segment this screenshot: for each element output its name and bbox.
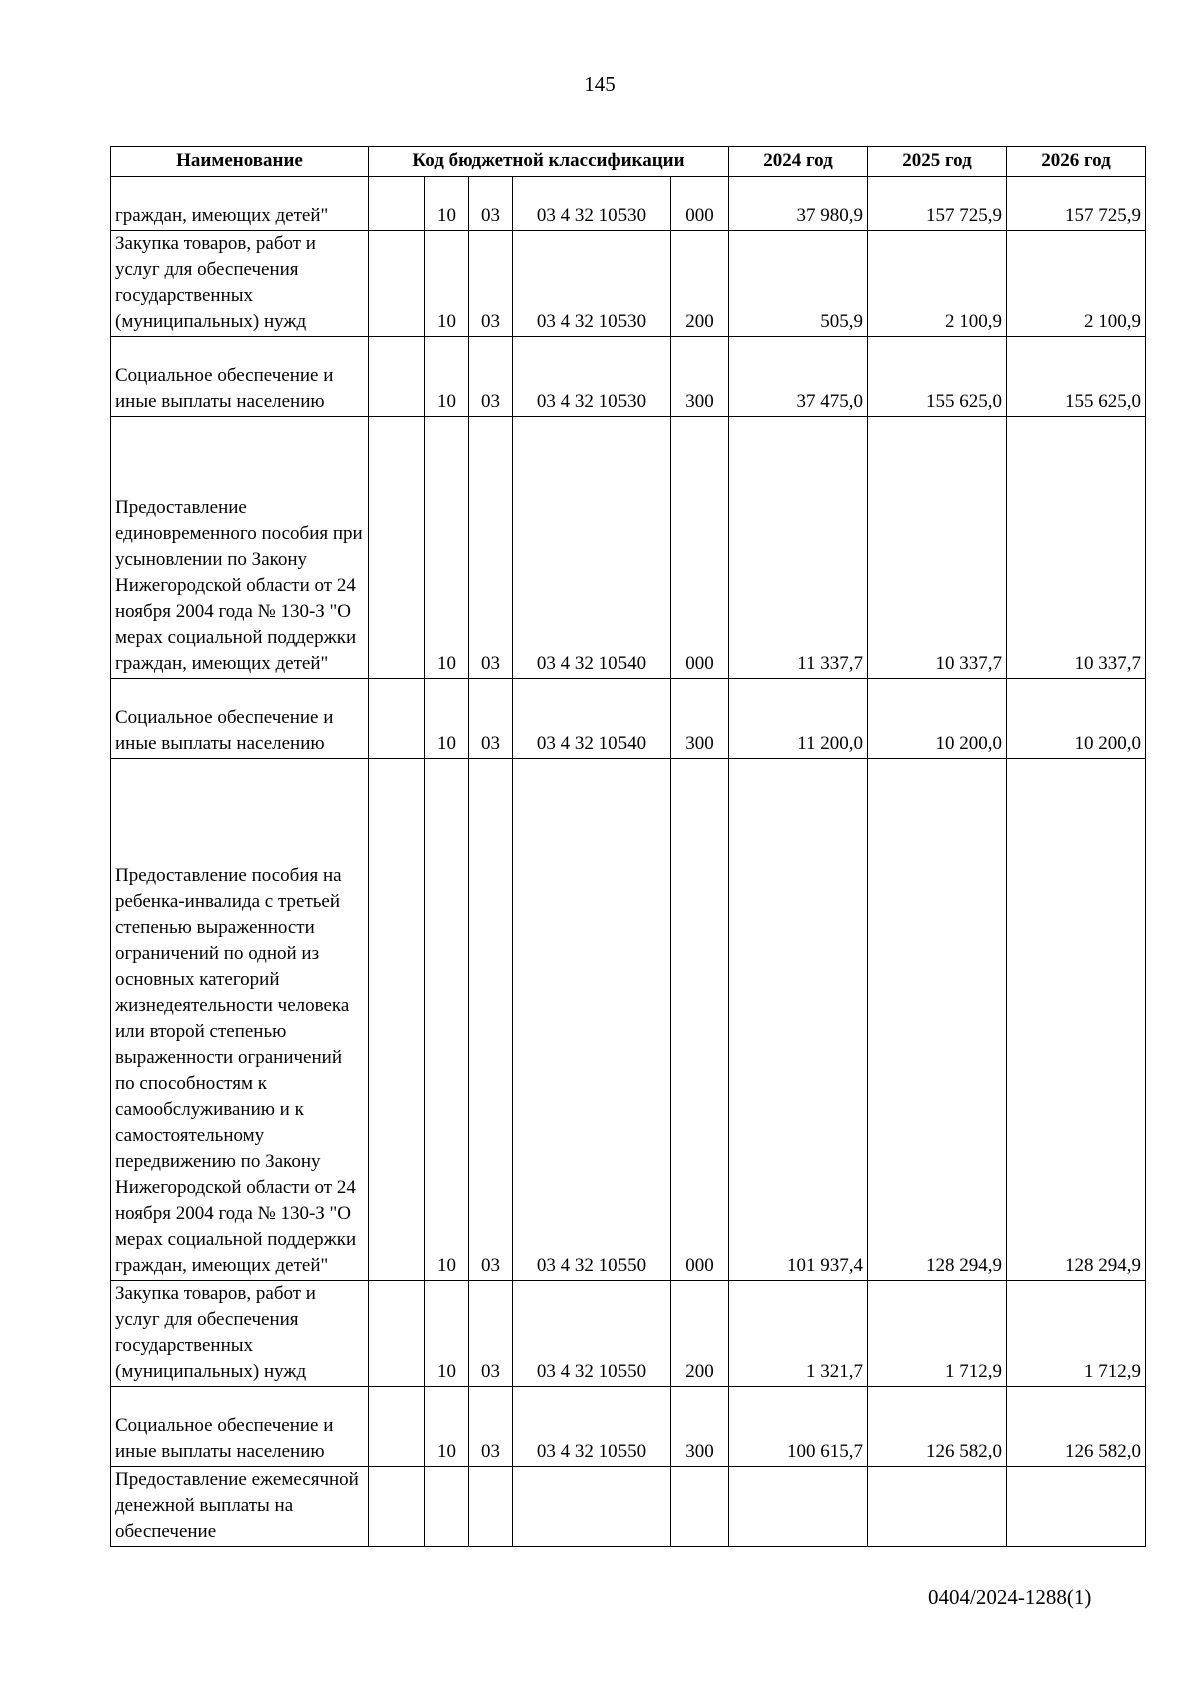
row-section-code: 10 [425,337,469,417]
row-name: Закупка товаров, работ и услуг для обеспечения государственных (муниципальных) нужд [111,1281,369,1387]
row-expense-type-code [671,1467,729,1547]
row-name: Предоставление ежемесячной денежной выплаты на обеспечение [111,1467,369,1547]
row-subsection-code [469,1467,513,1547]
table-row [111,1281,1146,1387]
row-section-code [425,1467,469,1547]
row-value-2026: 2 100,9 [1007,231,1146,337]
page-number: 145 [584,72,616,96]
table-row [111,759,1146,1281]
row-section-code: 10 [425,1387,469,1467]
row-target-code: 03 4 32 10540 [513,679,671,759]
row-empty-cell [369,417,425,679]
row-name: Предоставление пособия на ребенка-инвалида с третьей степенью выраженности ограничений по одной из основных категорий жизнедеятельности человека или второй степенью выраженности ограничений по способностям к самообслуживанию и к самостоятельному передвижению по Закону Нижегородской области от 24 ноября 2004 года № 130-З "О мерах социальной поддержки граждан, имеющих детей" [111,759,369,1281]
row-name: Предоставление единовременного пособия при усыновлении по Закону Нижегородской области от 24 ноября 2004 года № 130-З "О мерах социальной поддержки граждан, имеющих детей" [111,417,369,679]
row-empty-cell [369,231,425,337]
header-2026: 2026 год [1007,147,1146,177]
row-empty-cell [369,1467,425,1547]
row-subsection-code: 03 [469,759,513,1281]
row-expense-type-code: 200 [671,231,729,337]
row-expense-type-code: 000 [671,177,729,231]
table-row [111,177,1146,231]
row-value-2025 [868,1467,1007,1547]
row-value-2026: 126 582,0 [1007,1387,1146,1467]
row-empty-cell [369,337,425,417]
row-expense-type-code: 300 [671,337,729,417]
row-value-2026: 155 625,0 [1007,337,1146,417]
row-expense-type-code: 300 [671,1387,729,1467]
row-value-2026: 1 712,9 [1007,1281,1146,1387]
table-row [111,231,1146,337]
row-value-2025: 10 200,0 [868,679,1007,759]
row-section-code: 10 [425,231,469,337]
row-value-2025: 2 100,9 [868,231,1007,337]
row-value-2025: 10 337,7 [868,417,1007,679]
row-target-code [513,1467,671,1547]
table-row [111,337,1146,417]
row-name: Социальное обеспечение и иные выплаты населению [111,679,369,759]
row-value-2026 [1007,1467,1146,1547]
row-value-2025: 157 725,9 [868,177,1007,231]
row-expense-type-code: 300 [671,679,729,759]
row-name: Социальное обеспечение и иные выплаты населению [111,337,369,417]
table-header-row [111,147,1146,177]
row-empty-cell [369,1387,425,1467]
row-value-2025: 128 294,9 [868,759,1007,1281]
row-value-2024: 11 200,0 [729,679,868,759]
header-name: Наименование [111,147,369,177]
row-value-2024: 37 475,0 [729,337,868,417]
row-value-2024: 101 937,4 [729,759,868,1281]
row-section-code: 10 [425,1281,469,1387]
table-row [111,679,1146,759]
row-subsection-code: 03 [469,1281,513,1387]
row-subsection-code: 03 [469,1387,513,1467]
row-value-2024: 11 337,7 [729,417,868,679]
row-value-2024: 100 615,7 [729,1387,868,1467]
row-section-code: 10 [425,679,469,759]
row-empty-cell [369,1281,425,1387]
header-2024: 2024 год [729,147,868,177]
row-section-code: 10 [425,417,469,679]
row-section-code: 10 [425,177,469,231]
row-value-2026: 10 337,7 [1007,417,1146,679]
row-expense-type-code: 000 [671,417,729,679]
row-value-2024: 37 980,9 [729,177,868,231]
table-row [111,1467,1146,1547]
table-row [111,417,1146,679]
row-empty-cell [369,759,425,1281]
row-name: граждан, имеющих детей" [111,177,369,231]
header-2025: 2025 год [868,147,1007,177]
row-target-code: 03 4 32 10540 [513,417,671,679]
row-subsection-code: 03 [469,177,513,231]
row-value-2026: 128 294,9 [1007,759,1146,1281]
row-value-2026: 157 725,9 [1007,177,1146,231]
row-expense-type-code: 200 [671,1281,729,1387]
document-number: 0404/2024-1288(1) [928,1585,1092,1609]
row-value-2025: 1 712,9 [868,1281,1007,1387]
row-target-code: 03 4 32 10550 [513,1281,671,1387]
row-name: Закупка товаров, работ и услуг для обеспечения государственных (муниципальных) нужд [111,231,369,337]
row-target-code: 03 4 32 10530 [513,337,671,417]
row-target-code: 03 4 32 10550 [513,759,671,1281]
row-section-code: 10 [425,759,469,1281]
row-value-2024: 505,9 [729,231,868,337]
row-value-2024 [729,1467,868,1547]
row-name: Социальное обеспечение и иные выплаты населению [111,1387,369,1467]
table-row [111,1387,1146,1467]
row-value-2025: 126 582,0 [868,1387,1007,1467]
row-value-2024: 1 321,7 [729,1281,868,1387]
row-subsection-code: 03 [469,231,513,337]
row-value-2026: 10 200,0 [1007,679,1146,759]
row-empty-cell [369,679,425,759]
row-empty-cell [369,177,425,231]
row-subsection-code: 03 [469,679,513,759]
row-value-2025: 155 625,0 [868,337,1007,417]
row-target-code: 03 4 32 10530 [513,231,671,337]
row-target-code: 03 4 32 10550 [513,1387,671,1467]
header-code: Код бюджетной классификации [369,147,729,177]
row-subsection-code: 03 [469,337,513,417]
row-target-code: 03 4 32 10530 [513,177,671,231]
row-subsection-code: 03 [469,417,513,679]
row-expense-type-code: 000 [671,759,729,1281]
budget-table [110,146,1146,1547]
